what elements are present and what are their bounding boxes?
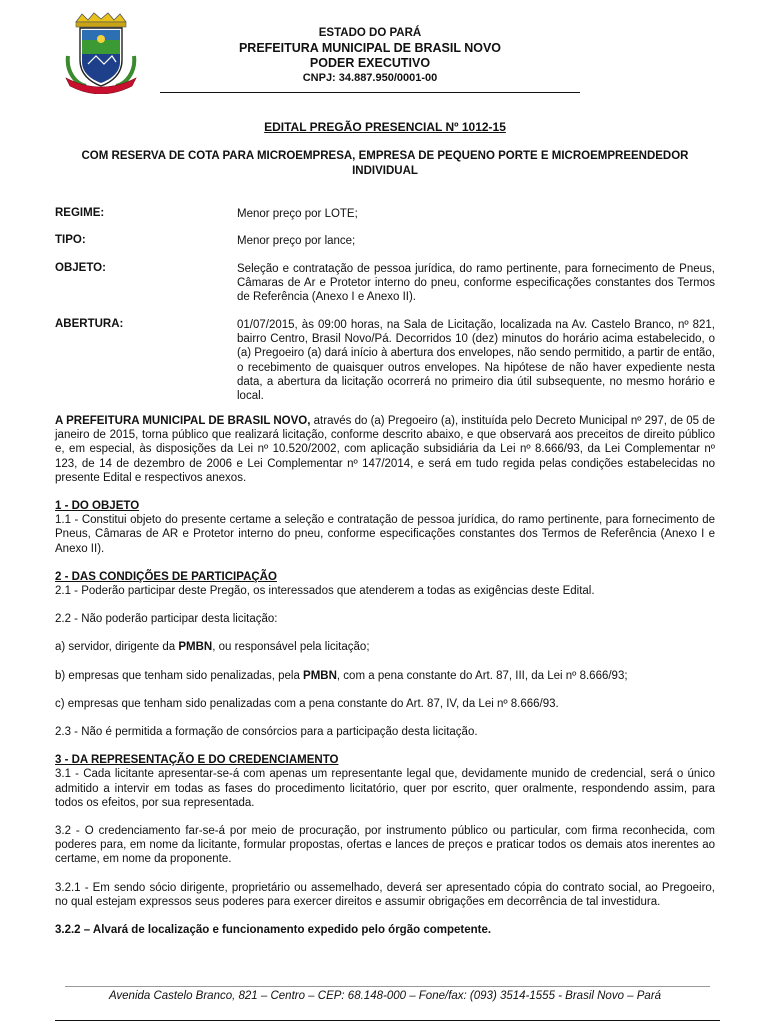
cnpj: CNPJ: 34.887.950/0001-00 (302, 72, 438, 84)
prefeitura-name: PREFEITURA MUNICIPAL DE BRASIL NOVO (238, 41, 502, 55)
document-title: EDITAL PREGÃO PRESENCIAL Nº 1012-15 (264, 120, 506, 134)
objeto-value: Seleção e contratação de pessoa jurídica, do ramo pertinente, para fornecimento de Pneus, Câmaras de Ar e Protetor interno do pneu, conforme especificações constantes dos Termos de Referência (Anexo I e Anexo II). (237, 263, 715, 304)
clause-2-2-b (55, 669, 715, 683)
abertura-label: ABERTURA: (55, 318, 124, 330)
intro-paragraph (55, 414, 715, 485)
document-subtitle: COM RESERVA DE COTA PARA MICROEMPRESA, EMPRESA DE PEQUENO PORTE E MICROEMPREENDEDOR INDIVIDUAL (81, 150, 689, 177)
section-3-title: 3 - DA REPRESENTAÇÃO E DO CREDENCIAMENTO (55, 754, 339, 767)
header-divider (160, 92, 580, 93)
clause-2-1: 2.1 - Poderão participar deste Pregão, os interessados que atenderem a todas as exigências deste Edital. (55, 585, 595, 598)
section-2-title: 2 - DAS CONDIÇÕES DE PARTICIPAÇÃO (55, 570, 277, 583)
intro-text: através do (a) Pregoeiro (a), instituída pelo Decreto Municipal nº 297, de 05 de janeiro de 2015, torna público que realizará licitação, conforme descrito abaixo, e que observará aos preceitos de direito público e, em especial, às disposições da Lei nº 10.520/2002, com aplicação subsidiária da Lei nº 8.666/93, da Lei Complementar nº 123, de 14 de dezembro de 2006 e Lei Complementar nº 147/2014, e será em tudo regida pelas condições estabelecidas no presente Edital e respectivos anexos. (55, 415, 716, 484)
pmbn-abbrev: PMBN (178, 641, 213, 654)
clause-2-2-b-text: b) empresas que tenham sido penalizadas, pela (55, 669, 304, 682)
clause-2-2-a-text-end: , ou responsável pela licitação; (212, 641, 370, 654)
footer-divider (65, 986, 710, 987)
poder-executivo: PODER EXECUTIVO (309, 56, 431, 70)
clause-1-1: 1.1 - Constitui objeto do presente certame a seleção e contratação de pessoa jurídica, do ramo pertinente, para fornecimento de Pneus, Câmaras de AR e Protetor interno do pneu, conforme especificações constantes dos Termos de Referência (Anexo I e Anexo II). (55, 514, 715, 555)
regime-label: REGIME: (55, 207, 105, 219)
clause-2-2-c: c) empresas que tenham sido penalizadas com a pena constante do Art. 87, IV, da Lei nº 8.666/93. (55, 697, 559, 710)
clause-2-2-a-text: a) servidor, dirigente da (55, 641, 179, 654)
clause-2-2-b-text-end: , com a pena constante do Art. 87, III, da Lei nº 8.666/93; (336, 669, 628, 682)
municipal-crest-logo (60, 12, 142, 94)
clause-2-3: 2.3 - Não é permitida a formação de consórcios para a participação desta licitação. (55, 726, 478, 739)
clause-2-2-a (55, 640, 715, 654)
footer-bottom-rule (55, 1020, 720, 1021)
clause-3-2-2-text: 3.2.2 – Alvará de localização e funcionamento expedido pelo órgão competente. (55, 924, 492, 937)
clause-3-2-1: 3.2.1 - Em sendo sócio dirigente, proprietário ou assemelhado, deverá ser apresentado cópia do contrato social, ao Pregoeiro, no qual estejam expressos seus poderes para exercer direitos e assumir obrigações em decorrência de tal investidura. (55, 881, 715, 908)
abertura-value: 01/07/2015, às 09:00 horas, na Sala de Licitação, localizada na Av. Castelo Branco, nº 821, bairro Centro, Brasil Novo/Pá. Decorridos 10 (dez) minutos do horário acima estabelecido, o (a) Pregoeiro (a) dará início à abertura dos envelopes, não sendo permitido, a partir de então, o recebimento de quaisquer outros envelopes. Na hipótese de não haver expediente nesta data, a abertura da licitação ocorrerá no primeiro dia útil subsequente, no mesmo horário e local. (237, 319, 715, 403)
clause-3-2-2 (55, 923, 715, 937)
section-1-title: 1 - DO OBJETO (55, 500, 140, 513)
intro-lead: A PREFEITURA MUNICIPAL DE BRASIL NOVO, (55, 415, 311, 427)
state-name: ESTADO DO PARÁ (318, 27, 422, 39)
document-body (55, 414, 715, 937)
pmbn-abbrev: PMBN (303, 669, 337, 682)
clause-2-2: 2.2 - Não poderão participar desta licitação: (55, 613, 278, 626)
regime-value: Menor preço por LOTE; (237, 208, 358, 220)
tipo-value: Menor preço por lance; (237, 235, 356, 247)
clause-3-2: 3.2 - O credenciamento far-se-á por meio de procuração, por instrumento público ou particular, com firma reconhecida, com poderes para, em nome da licitante, formular propostas, ofertas e lances de preços e praticar todos os demais atos inerentes ao certame, em nome da proponente. (55, 825, 715, 866)
tipo-label: TIPO: (55, 234, 86, 246)
footer-address: Avenida Castelo Branco, 821 – Centro – CEP: 68.148-000 – Fone/fax: (093) 3514-1555 - Brasil Novo – Pará (108, 990, 662, 1002)
objeto-label: OBJETO: (55, 262, 106, 274)
clause-3-1: 3.1 - Cada licitante apresentar-se-á com apenas um representante legal que, devidamente munido de credencial, será o único admitido a intervir em todas as fases do procedimento licitatório, quer por escrito, quer oralmente, respondendo assim, para todos os efeitos, por sua representada. (55, 768, 715, 809)
letterhead (160, 26, 580, 86)
